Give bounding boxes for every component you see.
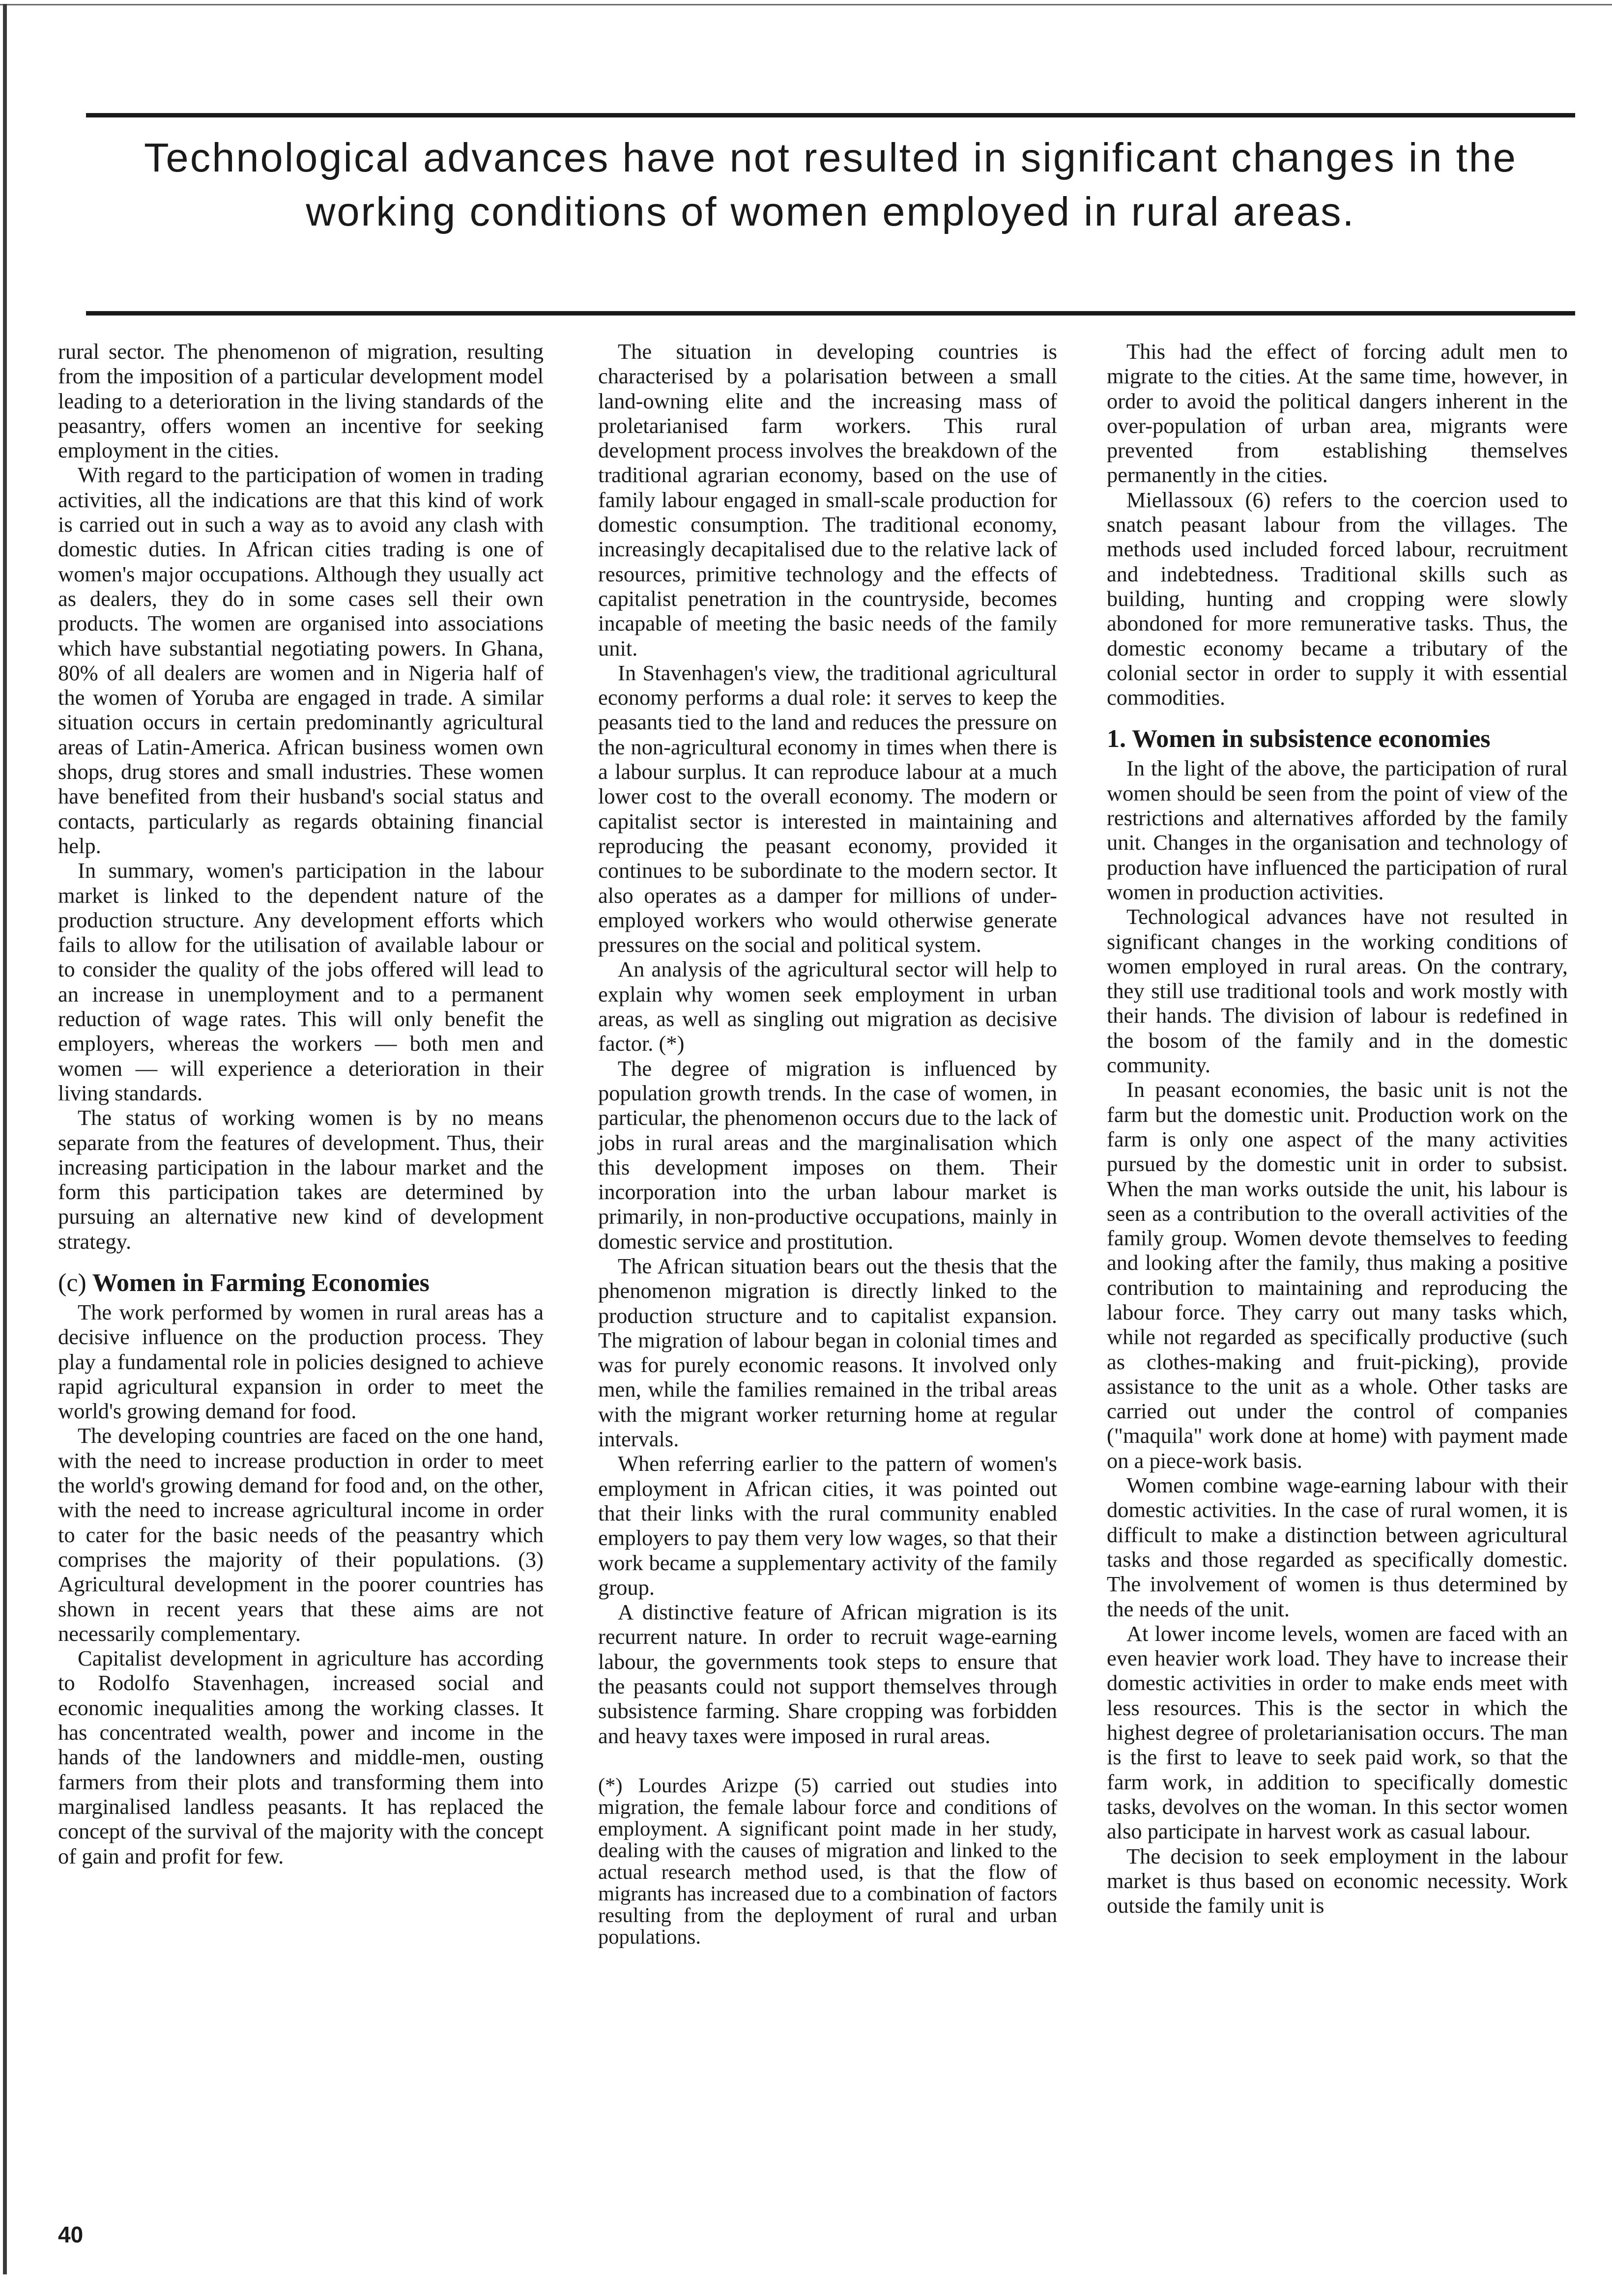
paragraph: Technological advances have not resulted in significant changes in the working conditions of women employed in rural areas. On the contrary, they still use traditional tools and work mostly with their hands. The division of labour is redefined in the bosom of the family and in the domestic community. [1107, 904, 1568, 1078]
paragraph: This had the effect of forcing adult men to migrate to the cities. At the same time, however, in order to avoid the political dangers inherent in the over-population of urban area, migrants were prevented from establishing themselves permanently in the cities. [1107, 339, 1568, 488]
section-heading-text: Women in subsistence economies [1132, 725, 1491, 753]
paragraph: In summary, women's participation in the labour market is linked to the dependent nature of the production structure. Any development efforts which fails to allow for the utilisation of available labour or to consider the quality of the jobs offered will lead to an increase in unemployment and to a permanent reduction of wage rates. This will only benefit the employers, whereas the workers — both men and women — will experience a deterioration in their living standards. [58, 858, 544, 1105]
paragraph: At lower income levels, women are faced with an even heavier work load. They have to increase their domestic activities in order to make ends meet with less resources. This is the sector in which the highest degree of proletarianisation occurs. The man is the first to leave to seek paid work, so that the farm work, in addition to specifically domestic tasks, devolves on the woman. In this sector women also participate in harvest work as casual labour. [1107, 1621, 1568, 1844]
headline-rule-top [86, 113, 1575, 117]
section-heading-text: Women in Farming Economies [92, 1268, 430, 1297]
section-heading-prefix: (c) [58, 1268, 86, 1297]
paragraph: In peasant economies, the basic unit is not the farm but the domestic unit. Production work on the farm is only one aspect of the many activities pursued by the domestic unit in order to subsist. When the man works outside the unit, his labour is seen as a contribution to the overall activities of the family group. Women devote themselves to feeding and looking after the family, thus making a positive contribution to maintaining and reproducing the labour force. They carry out many tasks which, while not regarded as specifically productive (such as clothes-making and fruit-picking), provide assistance to the unit as a whole. Other tasks are carried out under the control of companies ("maquila" work done at home) with payment made on a piece-work basis. [1107, 1077, 1568, 1473]
footnote: (*) Lourdes Arizpe (5) carried out studies into migration, the female labour force and conditions of employment. A significant point made in her study, dealing with the causes of migration and linked to the actual research method used, is that the flow of migrants has increased due to a combination of factors resulting from the deployment of rural and urban populations. [598, 1774, 1057, 1949]
page-number: 40 [58, 2222, 84, 2247]
text-column-3 [1107, 339, 1568, 1918]
section-heading-subsistence-economies [1107, 725, 1568, 753]
paragraph: A distinctive feature of African migration is its recurrent nature. In order to recruit wage-earning labour, the governments took steps to ensure that the peasants could not support themselves through subsistence farming. Share cropping was forbidden and heavy taxes were imposed in rural areas. [598, 1600, 1057, 1748]
text-column-1 [58, 339, 544, 1868]
paragraph: An analysis of the agricultural sector will help to explain why women seek employment in urban areas, as well as singling out migration as decisive factor. (*) [598, 957, 1057, 1056]
page-frame-top-line [0, 4, 1612, 5]
paragraph: In Stavenhagen's view, the traditional agricultural economy performs a dual role: it serves to keep the peasants tied to the land and reduces the pressure on the non-agricultural economy in times when there is a labour surplus. It can reproduce labour at a much lower cost to the overall economy. The modern or capitalist sector is interested in maintaining and reproducing the peasant economy, provided it continues to be subordinate to the modern sector. It also operates as a damper for millions of under-employed workers who would otherwise generate pressures on the social and political system. [598, 660, 1057, 957]
pull-quote-headline: Technological advances have not resulted in significant changes in the working conditions of women employed in rural areas. [144, 135, 1517, 234]
headline-rule-bottom [86, 311, 1575, 316]
paragraph: rural sector. The phenomenon of migration, resulting from the imposition of a particular development model leading to a deterioration in the living standards of the peasantry, offers women an incentive for seeking employment in the cities. [58, 339, 544, 463]
section-heading-prefix: 1. [1107, 725, 1126, 753]
paragraph: When referring earlier to the pattern of women's employment in African cities, it was pointed out that their links with the rural community enabled employers to pay them very low wages, so that their work became a supplementary activity of the family group. [598, 1451, 1057, 1600]
paragraph: The situation in developing countries is characterised by a polarisation between a small land-owning elite and the increasing mass of proletarianised farm workers. This rural development process involves the breakdown of the traditional agrarian economy, based on the use of family labour engaged in small-scale production for domestic consumption. The traditional economy, increasingly decapitalised due to the relative lack of resources, primitive technology and the effects of capitalist penetration in the countryside, becomes incapable of meeting the basic needs of the family unit. [598, 339, 1057, 660]
paragraph: The status of working women is by no means separate from the features of development. Thus, their increasing participation in the labour market and the form this participation takes are determined by pursuing an alternative new kind of development strategy. [58, 1105, 544, 1254]
paragraph: Women combine wage-earning labour with their domestic activities. In the case of rural women, it is difficult to make a distinction between agricultural tasks and those regarded as specifically domestic. The involvement of women is thus determined by the needs of the unit. [1107, 1473, 1568, 1621]
text-column-2 [598, 339, 1057, 1948]
paragraph: The African situation bears out the thesis that the phenomenon migration is directly linked to the production structure and to capitalist expansion. The migration of labour began in colonial times and was for purely economic reasons. It involved only men, while the families remained in the tribal areas with the migrant worker returning home at regular intervals. [598, 1253, 1057, 1452]
paragraph: The degree of migration is influenced by population growth trends. In the case of women, in particular, the phenomenon occurs due to the lack of jobs in rural areas and the marginalisation which this development imposes on them. Their incorporation into the urban labour market is primarily, in non-productive occupations, mainly in domestic service and prostitution. [598, 1056, 1057, 1254]
paragraph: In the light of the above, the participation of rural women should be seen from the point of view of the restrictions and alternatives afforded by the family unit. Changes in the organisation and technology of production have influenced the participation of rural women in production activities. [1107, 756, 1568, 904]
paragraph: With regard to the participation of women in trading activities, all the indications are that this kind of work is carried out in such a way as to avoid any clash with domestic duties. In African cities trading is one of women's major occupations. Although they usually act as dealers, they do in some cases sell their own products. The women are organised into associations which have substantial negotiating powers. In Ghana, 80% of all dealers are women and in Nigeria half of the women of Yoruba are engaged in trade. A similar situation occurs in certain predominantly agricultural areas of Latin-America. African business women own shops, drug stores and small industries. These women have benefited from their husband's social status and contacts, particularly as regards obtaining financial help. [58, 462, 544, 858]
paragraph: The work performed by women in rural areas has a decisive influence on the production process. They play a fundamental role in policies designed to achieve rapid agricultural expansion in order to meet the world's growing demand for food. [58, 1299, 544, 1424]
paragraph: Miellassoux (6) refers to the coercion used to snatch peasant labour from the villages. The methods used included forced labour, recruitment and indebtedness. Traditional skills such as building, hunting and cropping were slowly abondoned for more remunerative tasks. Thus, the domestic economy became a tributary of the colonial sector in order to supply it with essential commodities. [1107, 487, 1568, 710]
section-heading-farming-economies [58, 1269, 544, 1297]
paragraph: The decision to seek employment in the labour market is thus based on economic necessity. Work outside the family unit is [1107, 1843, 1568, 1918]
page-frame-left-line [3, 4, 7, 2274]
paragraph: The developing countries are faced on the one hand, with the need to increase production in order to meet the world's growing demand for food and, on the other, with the need to increase agricultural income in order to cater for the basic needs of the peasantry which comprises the majority of their populations. (3) Agricultural development in the poorer countries has shown in recent years that these aims are not necessarily complementary. [58, 1423, 544, 1646]
paragraph: Capitalist development in agriculture has according to Rodolfo Stavenhagen, increased social and economic inequalities among the working classes. It has concentrated wealth, power and income in the hands of the landowners and middle-men, ousting farmers from their plots and transforming them into marginalised landless peasants. It has replaced the concept of the survival of the majority with the concept of gain and profit for few. [58, 1646, 544, 1868]
